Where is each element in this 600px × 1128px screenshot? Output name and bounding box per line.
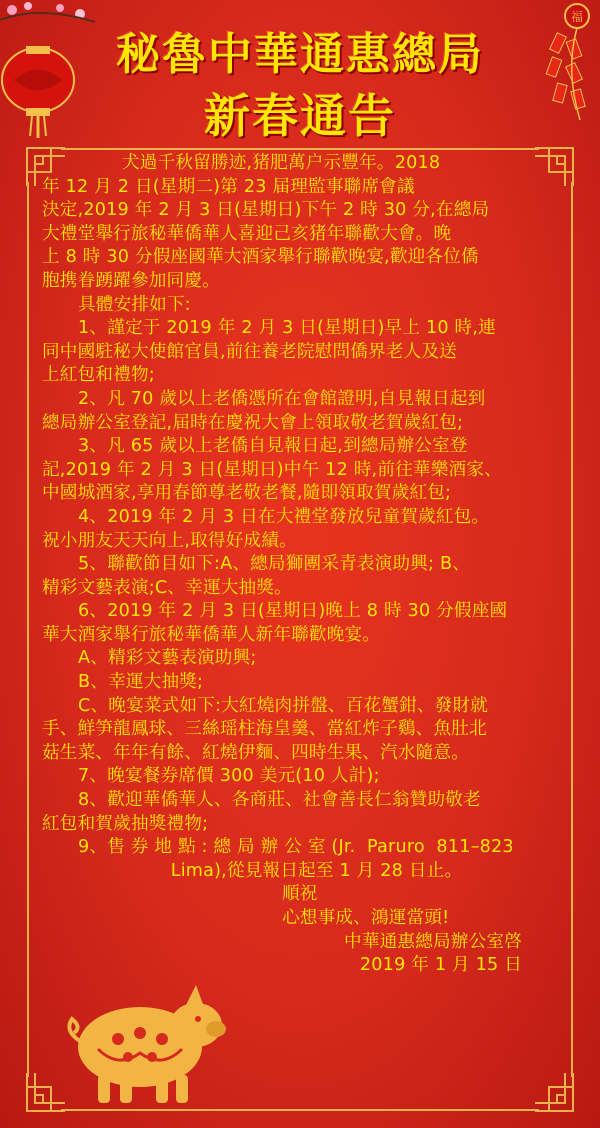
sub-item-line: C、晚宴菜式如下:大紅燒肉拼盤、百花蟹鉗、發財就 <box>78 695 489 716</box>
closing-line: 心想事成、鴻運當頭! <box>282 908 450 928</box>
intro-line: 年 12 月 2 日(星期二)第 23 届理監事聯席會議 <box>42 176 415 197</box>
item-line: 華大酒家舉行旅秘華僑華人新年聯歡晚宴。 <box>42 624 381 645</box>
sub-item-line: A、精彩文藝表演助興; <box>78 648 257 669</box>
intro-line: 胞携眷踴躍參加同慶。 <box>42 270 220 291</box>
item-line: 上紅包和禮物; <box>42 365 155 386</box>
item-line: 6、2019 年 2 月 3 日(星期日)晚上 8 時 30 分假座國 <box>78 601 508 622</box>
closing-line: 順祝 <box>282 884 318 905</box>
pig-papercut-icon <box>58 975 228 1110</box>
arrangements-heading: 具體安排如下: <box>78 294 191 315</box>
title-line1: 秘魯中華通惠總局 <box>116 29 484 80</box>
signature: 中華通惠總局辦公室啓 <box>344 931 522 952</box>
item-line: 紅包和賀歲抽獎禮物; <box>42 813 209 834</box>
intro-line: 決定,2019 年 2 月 3 日(星期日)下午 2 時 30 分,在總局 <box>42 200 490 221</box>
item-line: 2、凡 70 歲以上老僑憑所在會館證明,自見報日起到 <box>78 388 486 409</box>
item-line: 5、聯歡節目如下:A、總局獅團采青表演助興; B、 <box>78 554 471 575</box>
intro-line: 大禮堂舉行旅秘華僑華人喜迎己亥猪年聯歡大會。晚 <box>42 223 452 244</box>
title-line2: 新春通告 <box>204 89 396 143</box>
item-line: 8、歡迎華僑華人、各商莊、社會善長仁翁贊助敬老 <box>78 790 481 811</box>
item-line: 記,2019 年 2 月 3 日(星期日)中午 12 時,前往華樂酒家、 <box>42 459 502 480</box>
date: 2019 年 1 月 15 日 <box>359 955 522 976</box>
item-line: 同中國駐秘大使館官員,前往養老院慰問僑界老人及送 <box>42 341 458 362</box>
item-line: 1、謹定于 2019 年 2 月 3 日(星期日)早上 10 時,連 <box>78 318 496 339</box>
item-line: 祝小朋友天天向上,取得好成績。 <box>42 530 297 551</box>
item-line: 7、晚宴餐券席價 300 美元(10 人計); <box>78 766 380 787</box>
sub-item-line: 菇生菜、年年有餘、紅燒伊麵、四時生果、汽水隨意。 <box>42 742 470 763</box>
fretwork-corner-icon <box>533 1071 579 1117</box>
item-line: 3、凡 65 歲以上老僑自見報日起,到總局辦公室登 <box>78 436 468 457</box>
intro-line: 上 8 時 30 分假座國華大酒家舉行聯歡晚宴,歡迎各位僑 <box>42 247 479 268</box>
notice-body <box>42 152 560 978</box>
sub-item-line: 手、鮮笋龍鳳球、三絲瑶柱海皇羹、當紅炸子鷄、魚肚北 <box>42 719 487 740</box>
svg-text:福: 福 <box>570 10 584 24</box>
intro-line: 犬過千秋留勝迹,猪肥萬户示豐年。2018 <box>122 153 441 173</box>
item-line: 中國城酒家,享用春節尊老敬老餐,隨即領取賀歲紅包; <box>42 483 452 504</box>
item-line: 精彩文藝表演;C、幸運大抽獎。 <box>42 577 292 598</box>
item-line: Lima),從見報日起至 1 月 28 日止。 <box>78 860 463 881</box>
item-line: 9、售 券 地 點 : 總 局 辦 公 室 (Jr. Paruro 811–823 <box>78 837 514 858</box>
item-line: 4、2019 年 2 月 3 日在大禮堂發放兒童賀歲紅包。 <box>78 506 490 527</box>
sub-item-line: B、幸運大抽獎; <box>78 672 204 693</box>
item-line: 總局辦公室登記,届時在慶祝大會上領取敬老賀歲紅包; <box>42 412 464 433</box>
